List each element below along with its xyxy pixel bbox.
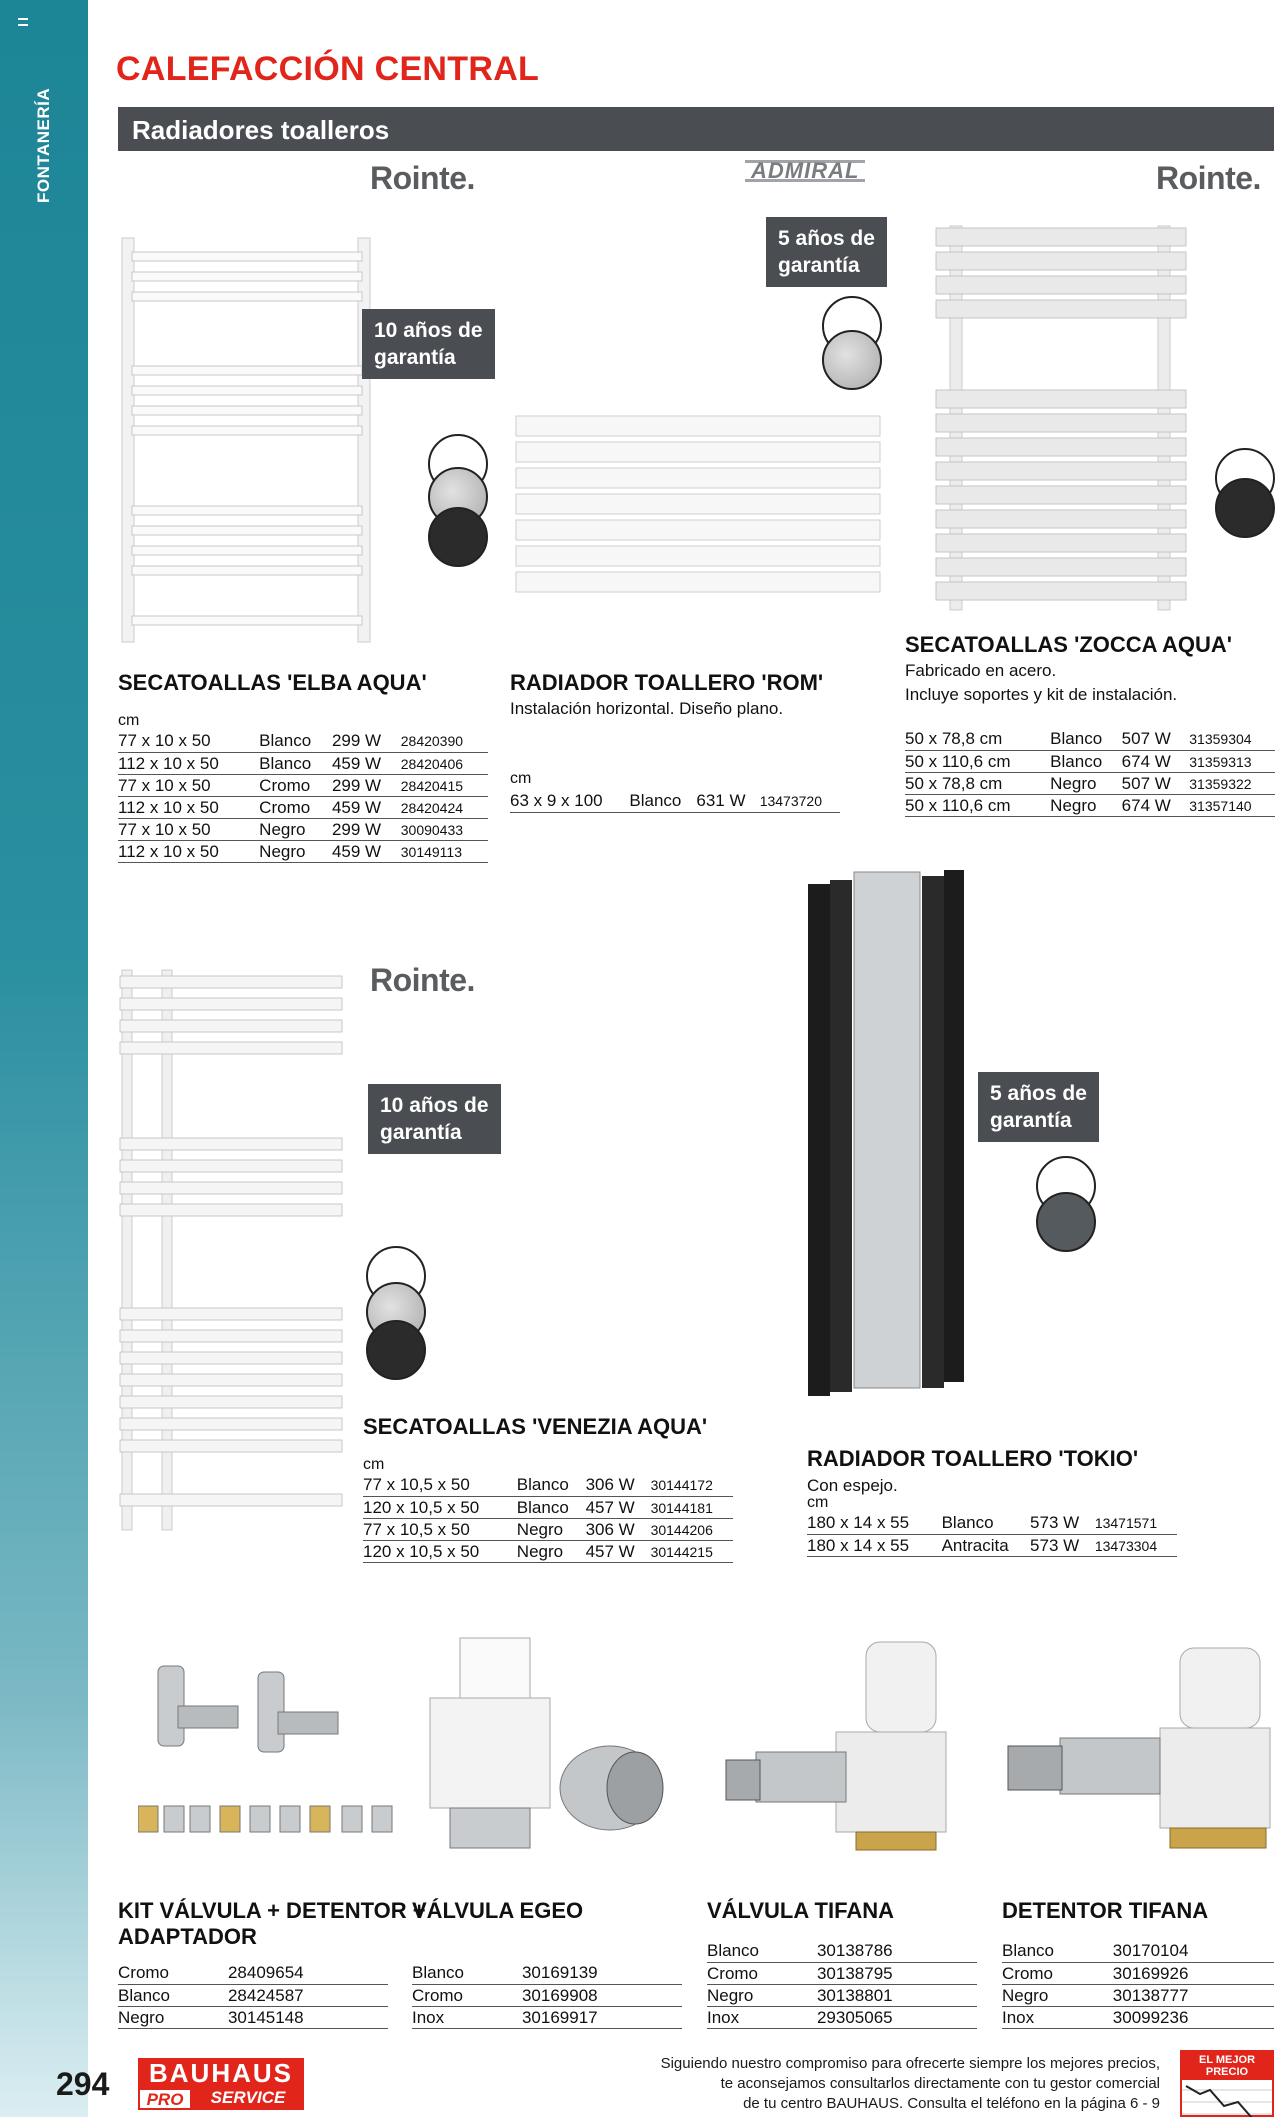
table-row — [1002, 1984, 1274, 2006]
table-row — [412, 2006, 682, 2028]
best-price-badge — [1180, 2050, 1274, 2117]
table-row — [1002, 1962, 1274, 1984]
table-row — [707, 2006, 977, 2028]
logo-text: SERVICE — [192, 2088, 304, 2110]
product-description: Fabricado en acero. — [905, 661, 1057, 680]
code-cell: 31359304 — [1189, 728, 1275, 750]
code-cell: 30144215 — [651, 1540, 733, 1562]
code-cell: 28420424 — [401, 796, 488, 818]
unit-label: cm — [807, 1494, 829, 1511]
code-cell: 30144181 — [651, 1496, 733, 1518]
size-cell: 180 x 14 x 55 — [807, 1534, 942, 1556]
code-cell: 30138795 — [817, 1962, 977, 1984]
zocca-radiator-image — [932, 222, 1190, 614]
color-cell: Blanco — [629, 790, 696, 812]
color-cell: Negro — [118, 2006, 228, 2028]
product-name: SECATOALLAS 'VENEZIA AQUA' — [363, 1414, 708, 1439]
table-row — [363, 1518, 733, 1540]
elba-spec-table — [118, 730, 488, 863]
power-cell: 306 W — [586, 1518, 651, 1540]
sidebar — [0, 0, 88, 2117]
size-cell: 77 x 10 x 50 — [118, 774, 259, 796]
product-name: SECATOALLAS 'ELBA AQUA' — [118, 670, 427, 695]
size-cell: 112 x 10 x 50 — [118, 840, 259, 862]
color-cell: Blanco — [517, 1496, 586, 1518]
logo-text: BAUHAUS — [138, 2058, 304, 2088]
admiral-logo: ADMIRAL — [745, 160, 865, 182]
color-cell: Cromo — [259, 796, 332, 818]
color-cell: Cromo — [259, 774, 332, 796]
code-cell: 30145148 — [228, 2006, 388, 2028]
footer-line: Siguiendo nuestro compromiso para ofrecerte siempre los mejores precios, — [660, 2055, 1160, 2072]
unit-label: cm — [510, 770, 532, 787]
size-cell: 63 x 9 x 100 — [510, 790, 629, 812]
table-row — [118, 1984, 388, 2006]
code-cell: 30169908 — [522, 1984, 682, 2006]
table-row — [707, 1984, 977, 2006]
elba-radiator-image — [118, 236, 380, 646]
color-cell: Cromo — [707, 1962, 817, 1984]
egeo-spec-table — [412, 1962, 682, 2029]
table-row — [807, 1512, 1177, 1534]
code-cell: 13473304 — [1095, 1534, 1177, 1556]
color-swatch-black — [428, 507, 488, 567]
rointe-logo: Rointe. — [1156, 160, 1261, 196]
tokio-spec-table — [807, 1512, 1177, 1557]
color-cell: Blanco — [259, 752, 332, 774]
code-cell: 30170104 — [1113, 1940, 1274, 1962]
size-cell: 112 x 10 x 50 — [118, 752, 259, 774]
table-row — [412, 1962, 682, 1984]
table-row — [905, 750, 1275, 772]
table-row — [118, 730, 488, 752]
code-cell: 31357140 — [1189, 794, 1275, 816]
table-row — [363, 1540, 733, 1562]
table-row — [905, 728, 1275, 750]
menu-icon[interactable] — [18, 18, 28, 26]
power-cell: 573 W — [1030, 1512, 1095, 1534]
size-cell: 77 x 10 x 50 — [118, 818, 259, 840]
power-cell: 459 W — [332, 796, 401, 818]
color-cell: Antracita — [942, 1534, 1030, 1556]
unit-label: cm — [363, 1456, 385, 1473]
color-cell: Blanco — [942, 1512, 1030, 1534]
badge-text: 10 años de — [374, 319, 483, 342]
color-cell: Inox — [1002, 2006, 1113, 2028]
table-row — [363, 1474, 733, 1496]
table-row — [118, 752, 488, 774]
kit-valve-image — [138, 1656, 398, 1846]
product-name: RADIADOR TOALLERO 'TOKIO' — [807, 1446, 1139, 1471]
product-name: SECATOALLAS 'ZOCCA AQUA' — [905, 632, 1233, 657]
badge-text: 5 años de — [778, 227, 875, 250]
size-cell: 120 x 10,5 x 50 — [363, 1496, 517, 1518]
color-swatch-black — [366, 1320, 426, 1380]
unit-label: cm — [118, 712, 140, 729]
table-row — [118, 1962, 388, 1984]
rom-spec-table — [510, 790, 840, 813]
color-cell: Blanco — [1050, 728, 1122, 750]
code-cell: 28420390 — [401, 730, 488, 752]
table-row — [707, 1962, 977, 1984]
code-cell: 30138786 — [817, 1940, 977, 1962]
power-cell: 457 W — [586, 1540, 651, 1562]
badge-text: 10 años de — [380, 1094, 489, 1117]
color-cell: Negro — [259, 818, 332, 840]
code-cell: 28420415 — [401, 774, 488, 796]
page-number: 294 — [56, 2066, 110, 2102]
size-cell: 50 x 78,8 cm — [905, 728, 1050, 750]
table-row — [1002, 2006, 1274, 2028]
color-cell: Negro — [1050, 772, 1122, 794]
best-price-label: EL MEJOR PRECIO — [1182, 2052, 1272, 2080]
product-name: VÁLVULA TIFANA — [707, 1898, 894, 1923]
kit-spec-table — [118, 1962, 388, 2029]
table-row — [363, 1496, 733, 1518]
color-cell: Negro — [517, 1518, 586, 1540]
price-down-chart-icon — [1182, 2080, 1272, 2117]
color-cell: Cromo — [1002, 1962, 1113, 1984]
code-cell: 28424587 — [228, 1984, 388, 2006]
code-cell: 28420406 — [401, 752, 488, 774]
badge-text: garantía — [380, 1121, 462, 1144]
size-cell: 77 x 10 x 50 — [118, 730, 259, 752]
power-cell: 507 W — [1122, 728, 1190, 750]
size-cell: 50 x 110,6 cm — [905, 750, 1050, 772]
table-row — [807, 1534, 1177, 1556]
code-cell: 30090433 — [401, 818, 488, 840]
table-row — [707, 1940, 977, 1962]
code-cell: 30169139 — [522, 1962, 682, 1984]
color-cell: Blanco — [259, 730, 332, 752]
warranty-badge — [362, 309, 495, 379]
product-name: VÁLVULA EGEO — [412, 1898, 584, 1923]
table-row — [118, 840, 488, 862]
color-cell: Negro — [707, 1984, 817, 2006]
code-cell: 30099236 — [1113, 2006, 1274, 2028]
color-cell: Blanco — [412, 1962, 522, 1984]
color-swatch-black — [1215, 478, 1275, 538]
color-cell: Blanco — [707, 1940, 817, 1962]
code-cell: 13473720 — [760, 790, 840, 812]
rointe-logo: Rointe. — [370, 160, 475, 196]
size-cell: 77 x 10,5 x 50 — [363, 1474, 517, 1496]
badge-text: garantía — [374, 346, 456, 369]
warranty-badge — [766, 217, 887, 287]
code-cell: 30138801 — [817, 1984, 977, 2006]
code-cell: 31359313 — [1189, 750, 1275, 772]
size-cell: 180 x 14 x 55 — [807, 1512, 942, 1534]
product-description: Instalación horizontal. Diseño plano. — [510, 699, 784, 718]
footer-line: te aconsejamos consultarlos directamente con tu gestor comercial — [720, 2075, 1160, 2092]
size-cell: 50 x 110,6 cm — [905, 794, 1050, 816]
color-cell: Blanco — [118, 1984, 228, 2006]
badge-text: garantía — [990, 1109, 1072, 1132]
power-cell: 457 W — [586, 1496, 651, 1518]
color-cell: Blanco — [517, 1474, 586, 1496]
tifana-lockshield-image — [1000, 1638, 1274, 1858]
table-row — [118, 796, 488, 818]
code-cell: 30138777 — [1113, 1984, 1274, 2006]
power-cell: 674 W — [1122, 794, 1190, 816]
bauhaus-logo — [138, 2058, 304, 2110]
code-cell: 28409654 — [228, 1962, 388, 1984]
rointe-logo: Rointe. — [370, 962, 475, 998]
power-cell: 299 W — [332, 774, 401, 796]
product-name — [118, 1898, 426, 1950]
section-title: Radiadores toalleros — [118, 107, 1274, 151]
code-cell: 30149113 — [401, 840, 488, 862]
color-cell: Cromo — [412, 1984, 522, 2006]
egeo-valve-image — [420, 1628, 670, 1878]
code-cell: 29305065 — [817, 2006, 977, 2028]
product-name-line: KIT VÁLVULA + DETENTOR + — [118, 1898, 426, 1923]
table-row — [118, 2006, 388, 2028]
table-row — [118, 774, 488, 796]
color-cell: Cromo — [118, 1962, 228, 1984]
color-cell: Inox — [707, 2006, 817, 2028]
power-cell: 631 W — [696, 790, 759, 812]
page-title: CALEFACCIÓN CENTRAL — [116, 50, 540, 88]
warranty-badge — [368, 1084, 501, 1154]
size-cell: 77 x 10,5 x 50 — [363, 1518, 517, 1540]
product-name: DETENTOR TIFANA — [1002, 1898, 1209, 1923]
product-description: Con espejo. — [807, 1476, 898, 1495]
power-cell: 507 W — [1122, 772, 1190, 794]
color-swatch-anthracite — [1036, 1192, 1096, 1252]
table-row — [905, 772, 1275, 794]
code-cell: 30169917 — [522, 2006, 682, 2028]
badge-text: garantía — [778, 254, 860, 277]
code-cell: 31359322 — [1189, 772, 1275, 794]
table-row — [905, 794, 1275, 816]
table-row — [510, 790, 840, 812]
color-cell: Blanco — [1050, 750, 1122, 772]
product-name: RADIADOR TOALLERO 'ROM' — [510, 670, 824, 695]
tifana-valve-image — [716, 1632, 976, 1862]
sidebar-label: FONTANERÍA — [34, 87, 53, 203]
footer-line: de tu centro BAUHAUS. Consulta el teléfono en la página 6 - 9 — [743, 2095, 1160, 2112]
color-swatch-chrome — [822, 330, 882, 390]
size-cell: 50 x 78,8 cm — [905, 772, 1050, 794]
table-row — [1002, 1940, 1274, 1962]
logo-text: PRO — [138, 2088, 192, 2110]
power-cell: 299 W — [332, 818, 401, 840]
product-description: Incluye soportes y kit de instalación. — [905, 685, 1178, 704]
tifana-valve-spec-table — [707, 1940, 977, 2029]
product-name-line: ADAPTADOR — [118, 1924, 257, 1949]
size-cell: 112 x 10 x 50 — [118, 796, 259, 818]
zocca-spec-table — [905, 728, 1275, 817]
power-cell: 674 W — [1122, 750, 1190, 772]
color-cell: Negro — [1050, 794, 1122, 816]
power-cell: 299 W — [332, 730, 401, 752]
code-cell: 13471571 — [1095, 1512, 1177, 1534]
table-row — [412, 1984, 682, 2006]
power-cell: 459 W — [332, 840, 401, 862]
color-cell: Blanco — [1002, 1940, 1113, 1962]
color-cell: Negro — [517, 1540, 586, 1562]
power-cell: 573 W — [1030, 1534, 1095, 1556]
rom-radiator-image — [512, 412, 884, 610]
tokio-radiator-image — [806, 866, 966, 1402]
tifana-lockshield-spec-table — [1002, 1940, 1274, 2029]
table-row — [118, 818, 488, 840]
color-cell: Negro — [259, 840, 332, 862]
size-cell: 120 x 10,5 x 50 — [363, 1540, 517, 1562]
venezia-radiator-image — [116, 968, 346, 1540]
footer-disclaimer — [600, 2054, 1160, 2114]
venezia-spec-table — [363, 1474, 733, 1563]
code-cell: 30144206 — [651, 1518, 733, 1540]
power-cell: 459 W — [332, 752, 401, 774]
code-cell: 30169926 — [1113, 1962, 1274, 1984]
badge-text: 5 años de — [990, 1082, 1087, 1105]
power-cell: 306 W — [586, 1474, 651, 1496]
color-cell: Negro — [1002, 1984, 1113, 2006]
color-cell: Inox — [412, 2006, 522, 2028]
warranty-badge — [978, 1072, 1099, 1142]
code-cell: 30144172 — [651, 1474, 733, 1496]
